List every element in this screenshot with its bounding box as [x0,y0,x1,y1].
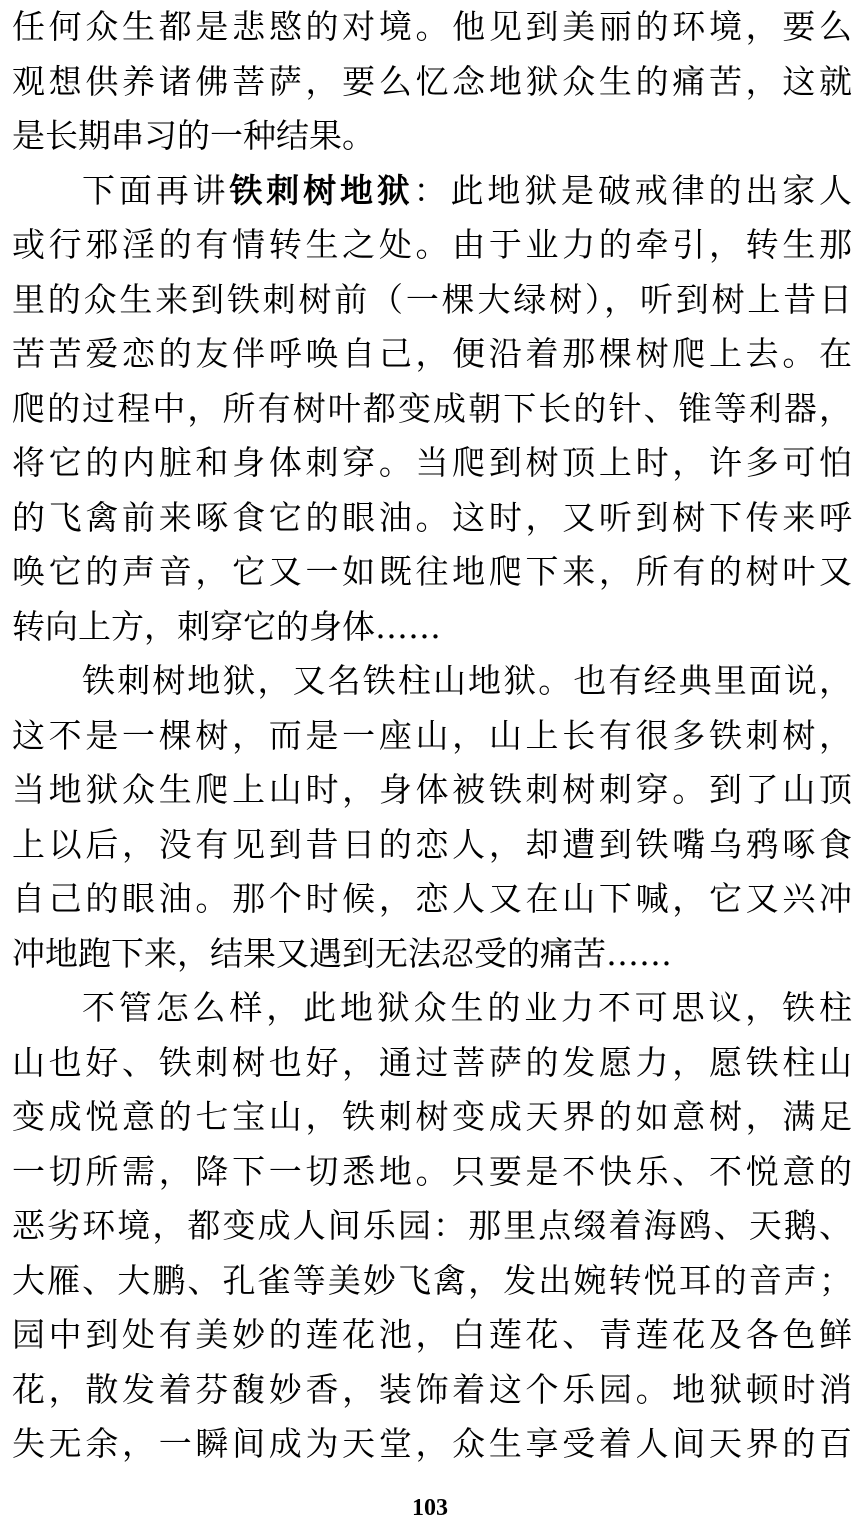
text-run: 苦苦爱恋的友伴呼唤自己，便沿着那棵树爬上去。在 [12,334,852,373]
text-line [12,164,852,219]
text-run: 里的众生来到铁刺树前（一棵大绿树），听到树上昔日 [12,279,852,319]
page-number: 103 [412,1495,448,1521]
text-line [12,818,852,873]
text-run: 唤它的声音，它又一如既往地爬下来，所有的树叶又 [12,552,852,591]
page-body [12,0,852,1472]
text-run: 上以后，没有见到昔日的恋人，却遭到铁嘴乌鸦啄食 [12,824,852,864]
text-line [12,1417,852,1472]
text-run: 自己的眼油。那个时候，恋人又在山下喊，它又兴冲 [12,879,852,918]
text-run: 失无余，一瞬间成为天堂，众生享受着人间天界的百 [12,1424,852,1463]
text-run: 转向上方，刺穿它的身体…… [12,606,441,646]
text-run: 不管怎么样，此地狱众生的业力不可思议，铁柱 [82,988,852,1027]
text-line [12,1363,852,1418]
text-line [12,0,852,55]
text-line [12,545,852,600]
text-line [12,872,852,927]
text-run: 将它的内脏和身体刺穿。当爬到树顶上时，许多可怕 [12,443,852,482]
text-run: 这不是一棵树，而是一座山，山上长有很多铁刺树， [12,715,852,755]
text-run: 花，散发着芬馥妙香，装饰着这个乐园。地狱顿时消 [12,1369,852,1409]
text-line [12,491,852,546]
text-run: 冲地跑下来，结果又遇到无法忍受的痛苦…… [12,933,672,973]
text-line [12,1308,852,1363]
text-line [12,600,852,655]
paragraph [12,981,852,1472]
text-line [12,436,852,491]
text-run: 是长期串习的一种结果。 [12,116,375,155]
text-run: ：此地狱是破戒律的出家人 [413,170,852,210]
text-run: 一切所需，降下一切悉地。只要是不快乐、不悦意的 [12,1151,852,1191]
text-run: 恶劣环境，都变成人间乐园：那里点缀着海鸥、天鹅、 [12,1206,852,1245]
text-line [12,273,852,328]
paragraph [12,0,852,164]
text-line [12,1254,852,1309]
text-run: 或行邪淫的有情转生之处。由于业力的牵引，转生那 [12,225,852,264]
text-run: 铁刺树地狱，又名铁柱山地狱。也有经典里面说， [82,661,852,700]
text-line [12,382,852,437]
text-run: 山也好、铁刺树也好，通过菩萨的发愿力，愿铁柱山 [12,1042,852,1082]
text-run: 园中到处有美妙的莲花池，白莲花、青莲花及各色鲜 [12,1315,852,1354]
text-line [12,327,852,382]
paragraph [12,654,852,981]
text-line [12,218,852,273]
text-line [12,981,852,1036]
text-run: 大雁、大鹏、孔雀等美妙飞禽，发出婉转悦耳的音声； [12,1260,852,1300]
bold-term: 铁刺树地狱 [229,170,414,210]
text-line [12,1145,852,1200]
text-run: 当地狱众生爬上山时，身体被铁刺树刺穿。到了山顶 [12,770,852,809]
text-line [12,109,852,164]
text-run: 的飞禽前来啄食它的眼油。这时，又听到树下传来呼 [12,497,852,537]
text-line [12,1090,852,1145]
text-line [12,1036,852,1091]
text-line [12,763,852,818]
text-run: 下面再讲 [82,170,230,210]
text-run: 爬的过程中，所有树叶都变成朝下长的针、锥等利器， [12,388,852,428]
text-run: 任何众生都是悲愍的对境。他见到美丽的环境，要么 [12,7,852,46]
text-line [12,709,852,764]
text-line [12,654,852,709]
text-run: 观想供养诸佛菩萨，要么忆念地狱众生的痛苦，这就 [12,61,852,101]
paragraph [12,164,852,655]
text-line [12,55,852,110]
text-run: 变成悦意的七宝山，铁刺树变成天界的如意树，满足 [12,1097,852,1136]
text-line [12,1199,852,1254]
text-line [12,927,852,982]
